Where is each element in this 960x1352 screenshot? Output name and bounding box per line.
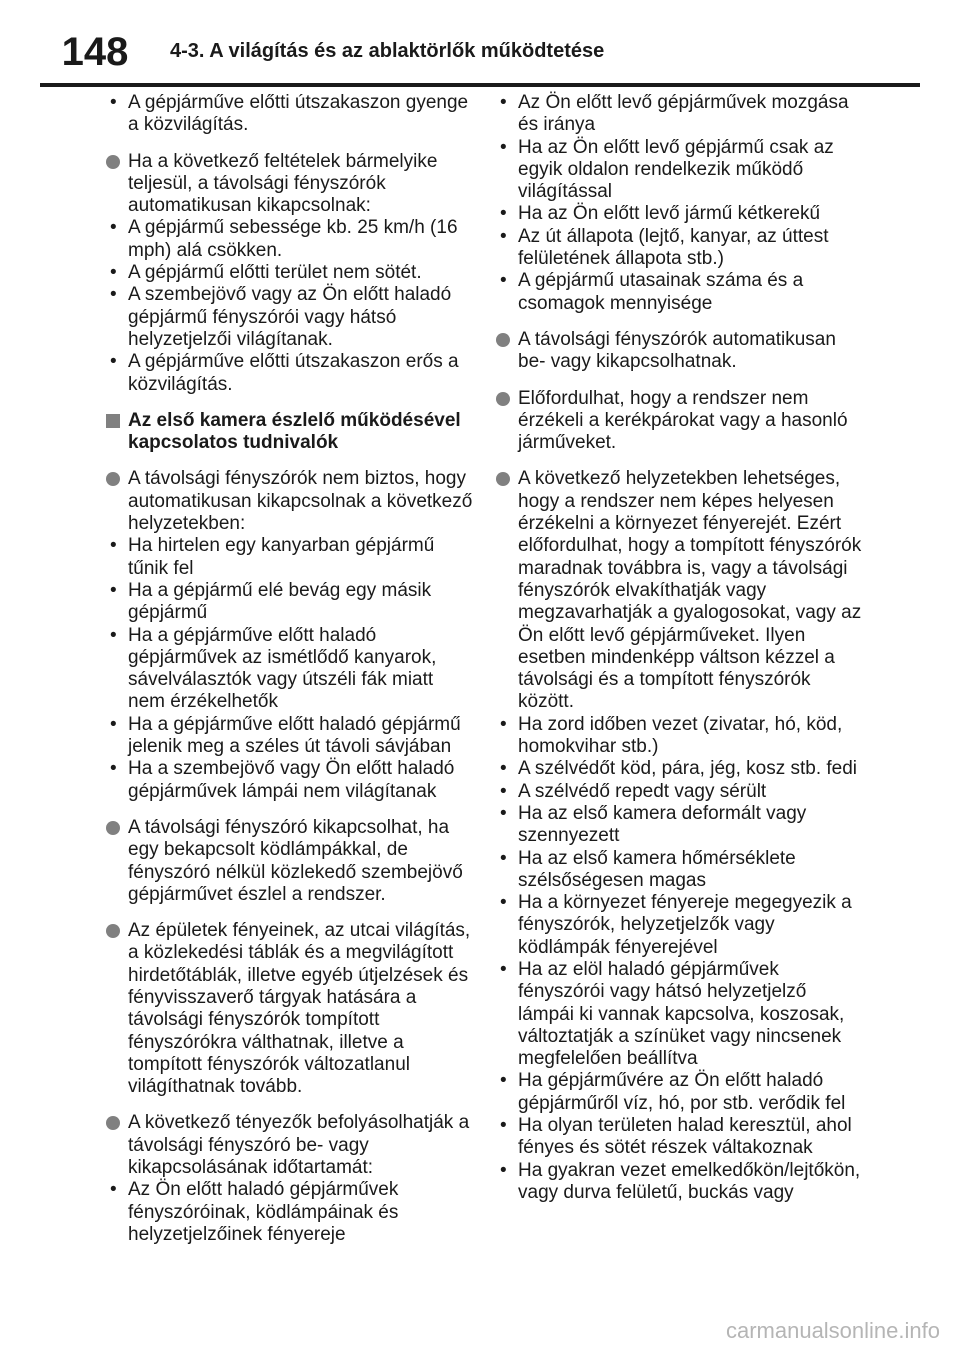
bullet-item <box>494 1160 864 1205</box>
bullet-item <box>494 270 864 315</box>
bullet-text: Ha az elöl haladó gépjárművek fényszórói vagy hátsó helyzetjelző lámpái ki vannak kapcsolva, koszosak, változtatják a színüket vagy nincsenek megfelelően beállítva <box>518 958 845 1070</box>
bullet-mark: • <box>110 713 117 735</box>
circle-marker-icon <box>106 821 120 835</box>
paragraph <box>104 817 474 906</box>
bullet-mark: • <box>500 758 507 780</box>
bullet-text: A gépjárműve előtti útszakaszon gyenge a közvilágítás. <box>128 92 469 136</box>
bullet-item <box>494 1070 864 1115</box>
page-number: 148 <box>61 30 129 74</box>
bullet-text: A szembejövő vagy az Ön előtt haladó gépjármű fényszórói vagy hátsó helyzetjelzői világítanak. <box>128 284 452 350</box>
circle-marker-icon <box>106 472 120 486</box>
paragraph-text: Ha a következő feltételek bármelyike teljesül, a távolsági fényszórók automatikusan kikapcsolnak: <box>128 150 438 217</box>
bullet-item <box>494 892 864 959</box>
bullet-text: Ha az első kamera hőmérséklete szélsőségesen magas <box>518 847 796 891</box>
bullet-text: Az Ön előtt haladó gépjárművek fényszóróinak, ködlámpáinak és helyzetjelzőinek fényereje <box>128 1179 399 1245</box>
bullet-text: Ha zord időben vezet (zivatar, hó, köd, homokvihar stb.) <box>518 713 843 758</box>
paragraph-text: A következő tényezők befolyásolhatják a távolsági fényszóró be- vagy kikapcsolásának időtartamát: <box>128 1112 470 1179</box>
section-heading-text: Az első kamera észlelő működésével kapcsolatos tudnivalók <box>128 409 461 454</box>
text-block <box>104 92 474 137</box>
bullet-mark: • <box>500 203 507 225</box>
bullet-text: Az Ön előtt levő gépjárművek mozgása és iránya <box>518 92 849 136</box>
bullet-text: Ha a gépjárműve előtt haladó gépjármű jelenik meg a széles út távoli sávjában <box>128 713 461 758</box>
bullet-item <box>494 203 864 225</box>
bullet-text: A gépjárműve előtti útszakaszon erős a közvilágítás. <box>128 351 459 395</box>
circle-marker-icon <box>106 155 120 169</box>
bullet-mark: • <box>500 892 507 914</box>
text-block <box>104 920 474 1098</box>
bullet-mark: • <box>500 847 507 869</box>
bullet-mark: • <box>110 262 117 284</box>
circle-marker-icon <box>106 924 120 938</box>
bullet-text: Ha az első kamera deformált vagy szennyezett <box>518 802 807 847</box>
page-header <box>0 0 960 88</box>
bullet-text: Ha hirtelen egy kanyarban gépjármű tűnik fel <box>128 535 435 579</box>
bullet-mark: • <box>500 270 507 292</box>
circle-marker-icon <box>106 1116 120 1130</box>
text-block <box>104 151 474 396</box>
bullet-item <box>104 580 474 625</box>
bullet-item <box>494 714 864 759</box>
bullet-mark: • <box>110 579 117 601</box>
square-marker-icon <box>106 414 120 428</box>
bullet-mark: • <box>500 136 507 158</box>
circle-marker-icon <box>496 472 510 486</box>
bullet-mark: • <box>110 284 117 306</box>
bullet-item <box>494 92 864 137</box>
bullet-mark: • <box>110 217 117 239</box>
paragraph <box>104 151 474 218</box>
bullet-text: Ha a gépjármű elé bevág egy másik gépjármű <box>128 579 432 624</box>
bullet-text: Ha gyakran vezet emelkedőkön/lejtőkön, vagy durva felületű, buckás vagy <box>518 1159 861 1203</box>
bullet-text: Ha gépjárművére az Ön előtt haladó gépjárműről víz, hó, por stb. verődik fel <box>518 1070 846 1114</box>
bullet-item <box>104 92 474 137</box>
bullet-text: Az út állapota (lejtő, kanyar, az úttest felületének állapota stb.) <box>518 225 829 270</box>
watermark: carmanualsonline.info <box>725 1318 940 1343</box>
bullet-item <box>104 625 474 714</box>
paragraph <box>104 1112 474 1179</box>
bullet-item <box>104 217 474 262</box>
bullet-item <box>494 803 864 848</box>
bullet-item <box>104 714 474 759</box>
bullet-text: A gépjármű előtti terület nem sötét. <box>128 262 422 284</box>
paragraph <box>494 388 864 455</box>
bullet-mark: • <box>500 958 507 980</box>
paragraph-text: Az épületek fényeinek, az utcai világítás, a közlekedési táblák és a megvilágított hirdetőtáblák, illetve egyéb útjelzések és fényvisszaverő tárgyak hatására a távolsági fényszórók tompított fényszórókra válthatnak, illetve a tompított fényszórók változatlanul világíthatnak tovább. <box>128 920 471 1098</box>
bullet-item <box>494 226 864 271</box>
bullet-item <box>494 781 864 803</box>
bullet-mark: • <box>500 1159 507 1181</box>
bullet-text: Ha a szembejövő vagy Ön előtt haladó gépjárművek lámpái nem világítanak <box>128 758 455 802</box>
bullet-mark: • <box>110 92 117 113</box>
bullet-mark: • <box>110 1179 117 1201</box>
bullet-item <box>104 284 474 351</box>
bullet-mark: • <box>500 92 507 113</box>
bullet-text: Ha a gépjárműve előtt haladó gépjárművek az ismétlődő kanyarok, sávelválasztók vagy útszéli fák miatt nem érzékelhetők <box>128 624 437 713</box>
bullet-mark: • <box>110 758 117 780</box>
bullet-mark: • <box>110 624 117 646</box>
bullet-mark: • <box>110 351 117 373</box>
paragraph <box>494 468 864 713</box>
bullet-text: A gépjármű utasainak száma és a csomagok mennyisége <box>518 270 804 314</box>
text-block <box>104 817 474 906</box>
paragraph <box>104 468 474 535</box>
bullet-mark: • <box>500 1115 507 1137</box>
bullet-item <box>494 758 864 780</box>
paragraph-text: A következő helyzetekben lehetséges, hogy a rendszer nem képes helyesen érzékelni a környezet fényerejét. Ezért előfordulhat, hogy a tompított fényszórók maradnak továbbra is, vagy a távolsági fényszórók elvakíthatják vagy megzavarhatják a gyalogosokat, vagy az Ön előtt levő gépjárműveket. Ilyen esetben mindenképp váltson kézzel a távolsági és a tompított fényszórók között. <box>518 468 862 713</box>
header-rule <box>40 83 920 87</box>
bullet-text: A gépjármű sebessége kb. 25 km/h (16 mph) alá csökken. <box>128 217 458 261</box>
circle-marker-icon <box>496 333 510 347</box>
paragraph <box>494 329 864 374</box>
text-block <box>494 92 864 315</box>
bullet-item <box>104 535 474 580</box>
text-block <box>494 468 864 1204</box>
bullet-mark: • <box>500 802 507 824</box>
bullet-text: Ha az Ön előtt levő jármű kétkerekű <box>518 203 821 225</box>
bullet-item <box>494 848 864 893</box>
paragraph-text: Előfordulhat, hogy a rendszer nem érzékeli a kerékpárokat vagy a hasonló járműveket. <box>518 387 848 454</box>
bullet-item <box>104 262 474 284</box>
bullet-text: A szélvédőt köd, pára, jég, kosz stb. fedi <box>518 758 858 780</box>
section-heading <box>104 410 474 455</box>
text-block <box>494 388 864 455</box>
text-block <box>104 410 474 455</box>
bullet-mark: • <box>500 780 507 802</box>
paragraph-text: A távolsági fényszórók automatikusan be- vagy kikapcsolhatnak. <box>518 328 836 373</box>
bullet-mark: • <box>500 713 507 735</box>
bullet-mark: • <box>500 1070 507 1092</box>
bullet-text: A szélvédő repedt vagy sérült <box>518 780 767 802</box>
paragraph <box>104 920 474 1098</box>
bullet-mark: • <box>500 225 507 247</box>
text-block <box>494 329 864 374</box>
left-column <box>104 92 474 1260</box>
text-block <box>104 468 474 802</box>
bullet-item <box>494 959 864 1070</box>
bullet-item <box>104 1179 474 1246</box>
paragraph-text: A távolsági fényszórók nem biztos, hogy automatikusan kikapcsolnak a következő helyzetekben: <box>128 468 473 535</box>
right-column <box>494 92 864 1218</box>
chapter-title: 4-3. A világítás és az ablaktörlők működtetése <box>170 40 605 62</box>
bullet-item <box>494 1115 864 1160</box>
bullet-item <box>494 137 864 204</box>
bullet-mark: • <box>110 535 117 557</box>
bullet-item <box>104 758 474 803</box>
text-block <box>104 1112 474 1246</box>
paragraph-text: A távolsági fényszóró kikapcsolhat, ha egy bekapcsolt ködlámpákkal, de fényszóró nélkül közlekedő szembejövő gépjárművet észlel a rendszer. <box>128 816 463 905</box>
bullet-text: Ha olyan területen halad keresztül, ahol fényes és sötét részek váltakoznak <box>518 1115 852 1159</box>
bullet-text: Ha az Ön előtt levő gépjármű csak az egyik oldalon rendelkezik működő világítással <box>518 136 834 203</box>
circle-marker-icon <box>496 392 510 406</box>
bullet-text: Ha a környezet fényereje megegyezik a fényszórók, helyzetjelzők vagy ködlámpák fényerejével <box>518 892 852 958</box>
bullet-item <box>104 351 474 396</box>
